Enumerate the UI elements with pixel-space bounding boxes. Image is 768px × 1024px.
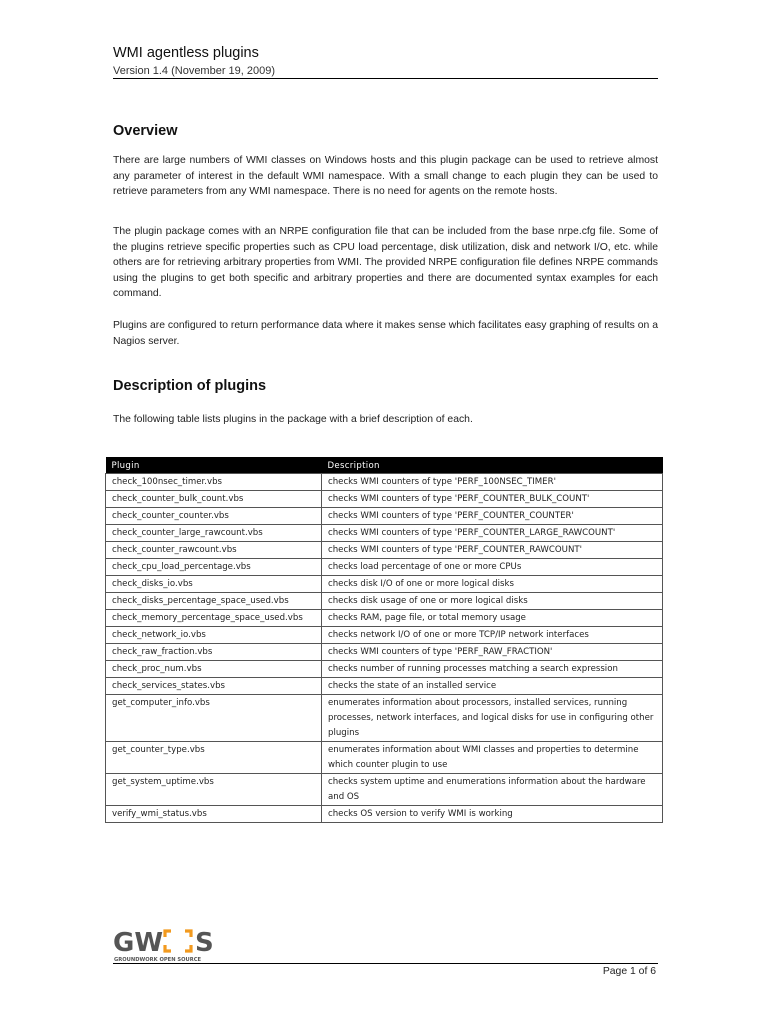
table-row [106, 678, 663, 695]
logo-letters-gw: GW [113, 928, 164, 958]
plugin-description-cell: enumerates information about processors, installed services, running processes, network interfaces, and logical disks for use in configuring other plugins [322, 695, 663, 742]
plugin-name-cell: check_cpu_load_percentage.vbs [106, 559, 322, 576]
header-divider [113, 78, 658, 79]
table-row [106, 474, 663, 491]
table-row [106, 627, 663, 644]
footer-divider [113, 963, 658, 964]
plugin-name-cell: check_services_states.vbs [106, 678, 322, 695]
plugin-description-cell: checks WMI counters of type 'PERF_100NSEC_TIMER' [322, 474, 663, 491]
logo-letter-s: S [195, 928, 214, 958]
plugin-name-cell: check_100nsec_timer.vbs [106, 474, 322, 491]
plugin-description-cell: checks network I/O of one or more TCP/IP network interfaces [322, 627, 663, 644]
table-row [106, 559, 663, 576]
table-row [106, 644, 663, 661]
table-row [106, 508, 663, 525]
gwos-logo [113, 925, 223, 965]
plugin-name-cell: check_proc_num.vbs [106, 661, 322, 678]
plugin-description-cell: checks WMI counters of type 'PERF_COUNTER_RAWCOUNT' [322, 542, 663, 559]
plugin-name-cell: check_raw_fraction.vbs [106, 644, 322, 661]
page-number: Page 1 of 6 [602, 966, 656, 977]
document-version: Version 1.4 (November 19, 2009) [113, 65, 276, 77]
table-row [106, 610, 663, 627]
logo-tagline: GROUNDWORK OPEN SOURCE [114, 957, 202, 963]
table-row [106, 491, 663, 508]
plugin-description-cell: checks disk usage of one or more logical disks [322, 593, 663, 610]
table-row [106, 774, 663, 806]
plugin-name-cell: check_disks_percentage_space_used.vbs [106, 593, 322, 610]
plugin-name-cell: check_network_io.vbs [106, 627, 322, 644]
column-header-plugin: Plugin [106, 457, 322, 474]
overview-paragraph-2: The plugin package comes with an NRPE configuration file that can be included from the base nrpe.cfg file. Some of the plugins retrieve specific properties such as CPU load percentage, disk utilization, disk and network I/O, etc. while others are for retrieving arbitrary properties from WMI. The provided NRPE configuration file defines NRPE commands using the plugins to get both specific and arbitrary properties and there are documented syntax examples for each command. [113, 226, 658, 300]
plugin-name-cell: verify_wmi_status.vbs [106, 806, 322, 823]
plugin-name-cell: get_system_uptime.vbs [106, 774, 322, 806]
description-heading: Description of plugins [113, 378, 267, 394]
plugin-description-cell: checks OS version to verify WMI is working [322, 806, 663, 823]
description-intro: The following table lists plugins in the package with a brief description of each. [113, 414, 473, 425]
table-row [106, 593, 663, 610]
page-header [113, 44, 658, 78]
plugin-description-cell: checks WMI counters of type 'PERF_COUNTER_LARGE_RAWCOUNT' [322, 525, 663, 542]
plugin-name-cell: check_counter_large_rawcount.vbs [106, 525, 322, 542]
plugin-name-cell: check_counter_bulk_count.vbs [106, 491, 322, 508]
plugin-description-cell: checks number of running processes matching a search expression [322, 661, 663, 678]
plugin-name-cell: check_disks_io.vbs [106, 576, 322, 593]
plugin-description-cell: checks the state of an installed service [322, 678, 663, 695]
plugin-name-cell: check_counter_rawcount.vbs [106, 542, 322, 559]
plugin-name-cell: get_computer_info.vbs [106, 695, 322, 742]
table-row [106, 542, 663, 559]
table-header-row [106, 457, 663, 474]
table-row [106, 695, 663, 742]
plugin-name-cell: check_counter_counter.vbs [106, 508, 322, 525]
table-row [106, 525, 663, 542]
table-row [106, 661, 663, 678]
plugin-description-cell: checks WMI counters of type 'PERF_COUNTER_COUNTER' [322, 508, 663, 525]
plugin-description-cell: checks disk I/O of one or more logical disks [322, 576, 663, 593]
plugin-name-cell: get_counter_type.vbs [106, 742, 322, 774]
plugin-description-cell: enumerates information about WMI classes and properties to determine which counter plugin to use [322, 742, 663, 774]
logo-bracket-mark [165, 931, 191, 951]
column-header-description: Description [322, 457, 663, 474]
document-title: WMI agentless plugins [113, 45, 259, 61]
overview-paragraph-1: There are large numbers of WMI classes on Windows hosts and this plugin package can be used to retrieve almost any parameter of interest in the default WMI namespace. With a small change to each plugin they can be used to retrieve parameters from any WMI namespace. There is no need for agents on the remote hosts. [113, 155, 658, 198]
overview-paragraph-3: Plugins are configured to return performance data where it makes sense which facilitates easy graphing of results on a Nagios server. [113, 320, 658, 347]
table-row [106, 742, 663, 774]
plugin-description-cell: checks RAM, page file, or total memory usage [322, 610, 663, 627]
table-row [106, 576, 663, 593]
plugin-description-cell: checks system uptime and enumerations information about the hardware and OS [322, 774, 663, 806]
plugin-table [105, 457, 663, 823]
plugin-description-cell: checks load percentage of one or more CPUs [322, 559, 663, 576]
table-row [106, 806, 663, 823]
gwos-logo-graphic [113, 925, 223, 965]
plugin-description-cell: checks WMI counters of type 'PERF_COUNTER_BULK_COUNT' [322, 491, 663, 508]
overview-heading: Overview [113, 123, 178, 139]
plugin-name-cell: check_memory_percentage_space_used.vbs [106, 610, 322, 627]
plugin-description-cell: checks WMI counters of type 'PERF_RAW_FRACTION' [322, 644, 663, 661]
